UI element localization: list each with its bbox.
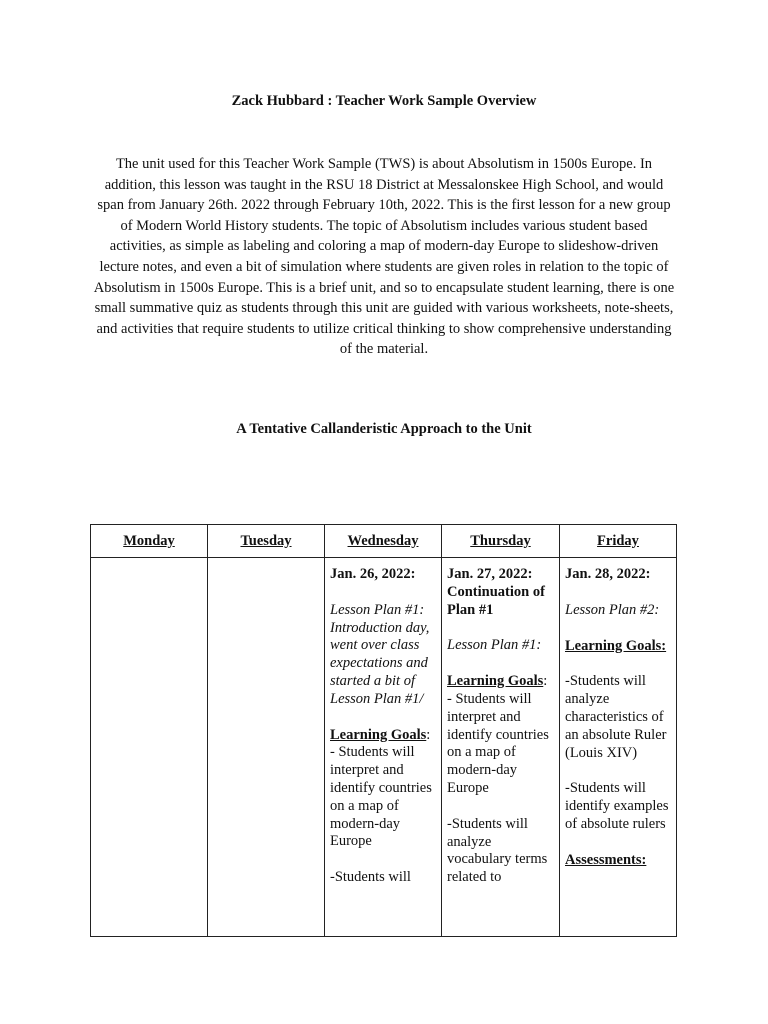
header-thursday: Thursday xyxy=(442,525,560,558)
intro-paragraph: The unit used for this Teacher Work Sample (TWS) is about Absolutism in 1500s Europe. In addition, this lesson was taught in the RSU 18 District at Messalonskee High School, and would span from January 26th. 2022 through February 10th, 2022. This is the first lesson for a new group of Modern World History students. The topic of Absolutism includes various student based activities, as simple as labeling and coloring a map of modern-day Europe to slideshow-driven lecture notes, and even a bit of simulation where students are given roles in relation to the topic of Absolutism in 1500s Europe. This is a brief unit, and so to encapsulate student learning, there is one small summative quiz as students through this unit are guided with various worksheets, note-sheets, and activities that require students to utilize critical thinking to show comprehensive understanding of the material. xyxy=(93,156,675,358)
cell-thursday xyxy=(442,558,560,937)
thursday-goals-heading: Learning Goals: xyxy=(447,673,548,690)
wednesday-plan: Lesson Plan #1: Introduction day, went over class expectations and started a bit of Lesson Plan #1/ xyxy=(330,601,430,707)
thursday-goal-2: -Students will analyze vocabulary terms related to xyxy=(447,815,548,886)
thursday-goal-1: - Students will interpret and identify countries on a map of modern-day Europe xyxy=(447,690,549,796)
thursday-date: Jan. 27, 2022: xyxy=(447,566,533,582)
header-tuesday: Tuesday xyxy=(208,525,325,558)
friday-goal-2: -Students will identify examples of absolute rulers xyxy=(565,780,669,832)
cell-monday xyxy=(91,558,208,937)
friday-plan: Lesson Plan #2: xyxy=(565,601,660,618)
friday-assessments-heading: Assessments: xyxy=(565,851,647,868)
header-wednesday: Wednesday xyxy=(325,525,442,558)
unit-calendar-table xyxy=(90,524,677,937)
cell-tuesday xyxy=(208,558,325,937)
thursday-continuation: Continuation of Plan #1 xyxy=(447,583,545,618)
cell-wednesday xyxy=(325,558,442,937)
thursday-plan: Lesson Plan #1: xyxy=(447,637,542,654)
wednesday-goals-heading: Learning Goals: xyxy=(330,726,431,743)
header-monday: Monday xyxy=(91,525,208,558)
cell-friday xyxy=(560,558,677,937)
wednesday-date: Jan. 26, 2022: xyxy=(330,566,416,582)
header-friday: Friday xyxy=(560,525,677,558)
friday-goal-1: -Students will analyze characteristics of an absolute Ruler (Louis XIV) xyxy=(565,673,667,761)
document-title: Zack Hubbard : Teacher Work Sample Overview xyxy=(231,93,537,109)
section-title: A Tentative Callanderistic Approach to the Unit xyxy=(236,421,532,437)
calendar-header-row xyxy=(91,525,677,558)
friday-date: Jan. 28, 2022: xyxy=(565,566,651,582)
friday-goals-heading: Learning Goals: xyxy=(565,637,667,654)
wednesday-goal-1: - Students will interpret and identify countries on a map of modern-day Europe xyxy=(330,744,432,850)
wednesday-goal-2: -Students will xyxy=(330,869,411,886)
calendar-week-row xyxy=(91,558,677,937)
